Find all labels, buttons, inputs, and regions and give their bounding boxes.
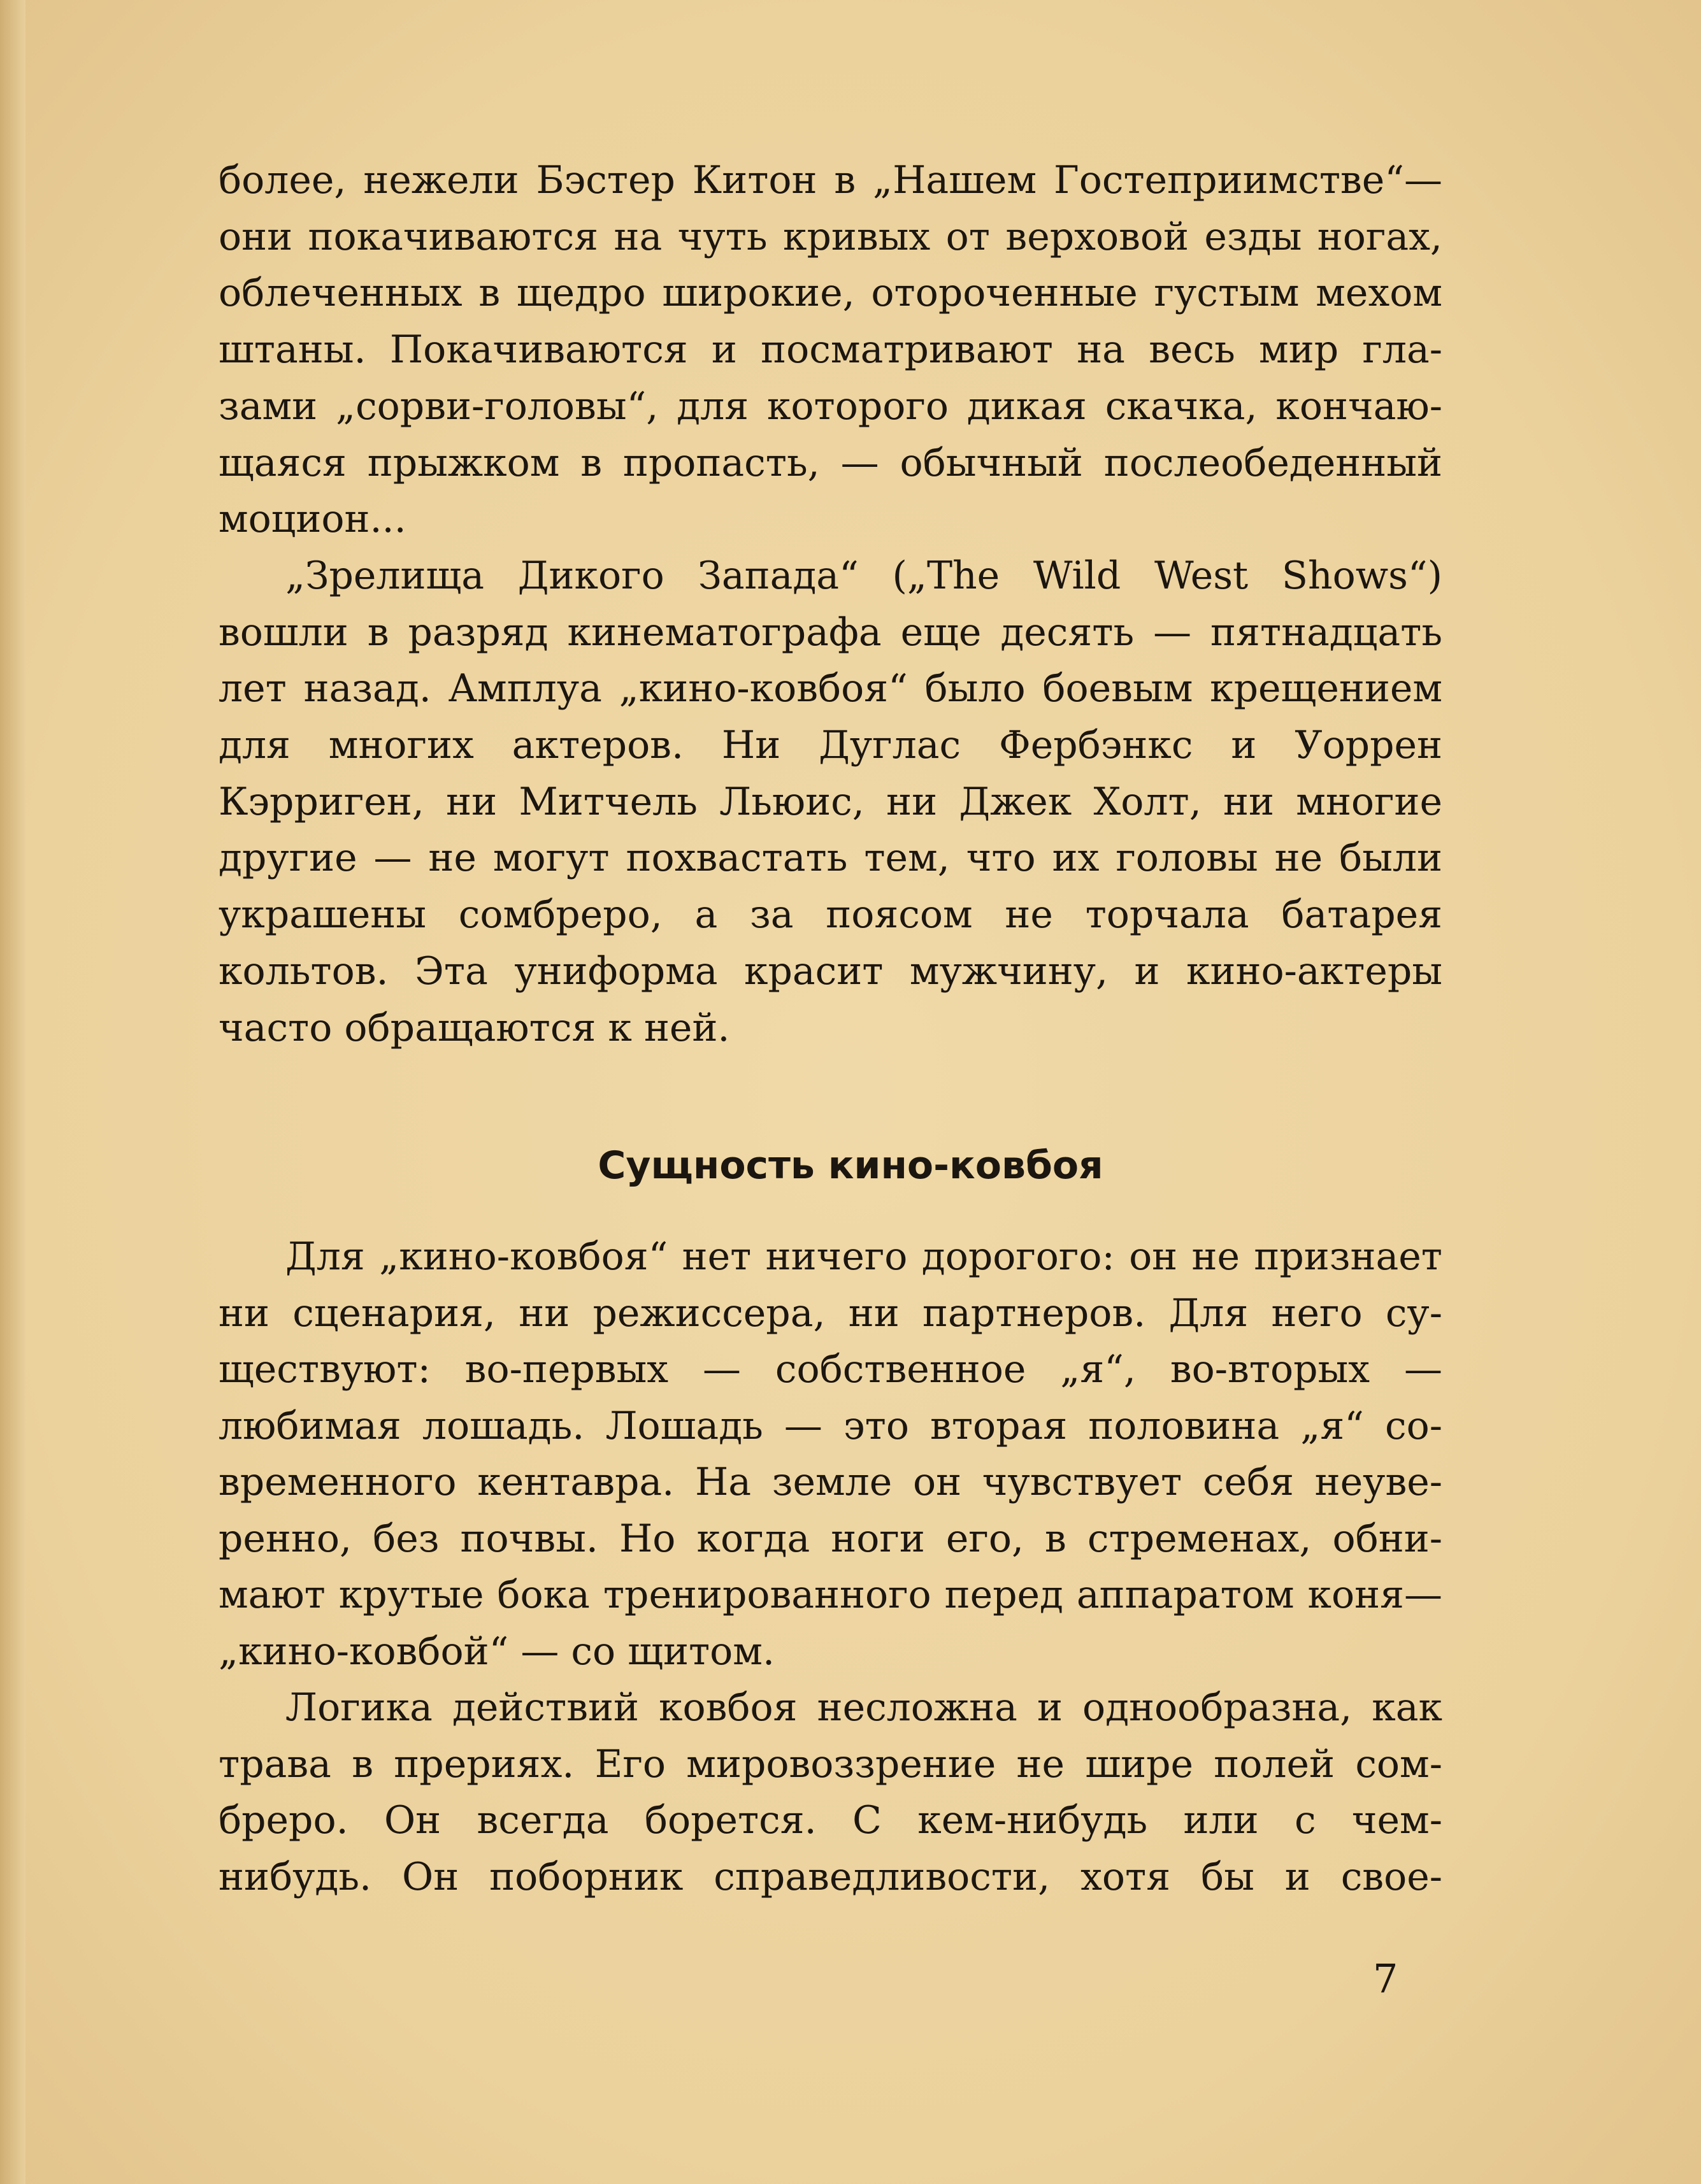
text-line: мают крутые бока тренированного перед аппаратом коня—: [219, 1573, 1442, 1617]
text-line: ществуют: во-первых — собственное „я“, во-вторых —: [219, 1347, 1442, 1392]
text-line: Кэрриген, ни Митчель Льюис, ни Джек Холт, ни многие: [219, 779, 1442, 824]
text-line: другие — не могут похвастать тем, что их головы не были: [219, 836, 1442, 881]
text-line: любимая лошадь. Лошадь — это вторая половина „я“ со-: [219, 1403, 1442, 1448]
text-line: моцион...: [219, 497, 406, 542]
text-line: временного кентавра. На земле он чувствует себя неуве-: [219, 1460, 1442, 1504]
text-line: они покачиваются на чуть кривых от верховой езды ногах,: [219, 214, 1442, 259]
text-line: щаяся прыжком в пропасть, — обычный послеобеденный: [219, 440, 1442, 485]
text-line: зами „сорви-головы“, для которого дикая скачка, кончаю-: [219, 383, 1442, 429]
text-line: украшены сомбреро, а за поясом не торчала батарея: [219, 892, 1442, 938]
text-line: трава в прериях. Его мировоззрение не шире полей сом-: [219, 1741, 1442, 1787]
text-line: более, нежели Бэстер Китон в „Нашем Гостеприимстве“—: [219, 158, 1442, 203]
text-line: ни сценария, ни режиссера, ни партнеров. Для него су-: [219, 1290, 1442, 1336]
text-line: кольтов. Эта униформа красит мужчину, и кино-актеры: [219, 948, 1442, 994]
text-line: вошли в разряд кинематографа еще десять — пятнадцать: [219, 610, 1442, 655]
text-line: Логика действий ковбоя несложна и однообразна, как: [285, 1685, 1442, 1730]
text-line: „Зрелища Дикого Запада“ („The Wild West Shows“): [285, 553, 1442, 598]
text-line: лет назад. Амплуа „кино-ковбоя“ было боевым крещением: [219, 666, 1442, 711]
text-line: бреро. Он всегда борется. С кем-нибудь или с чем-: [219, 1798, 1442, 1843]
text-line: „кино-ковбой“ — со щитом.: [219, 1629, 775, 1674]
text-line: нибудь. Он поборник справедливости, хотя бы и свое-: [219, 1854, 1442, 1899]
page-number: 7: [1373, 1955, 1398, 2002]
text-line: штаны. Покачиваются и посматривают на весь мир гла-: [219, 327, 1442, 373]
text-line: ренно, без почвы. Но когда ноги его, в стременах, обни-: [219, 1516, 1442, 1561]
text-line: облеченных в щедро широкие, отороченные густым мехом: [219, 271, 1442, 316]
text-line: часто обращаются к ней.: [219, 1005, 730, 1050]
binding-edge: [0, 0, 25, 2184]
section-heading: Сущность кино-ковбоя: [598, 1143, 1103, 1188]
text-line: Для „кино-ковбоя“ нет ничего дорогого: он не признает: [285, 1234, 1442, 1279]
text-line: для многих актеров. Ни Дуглас Фербэнкс и Уоррен: [219, 723, 1442, 767]
